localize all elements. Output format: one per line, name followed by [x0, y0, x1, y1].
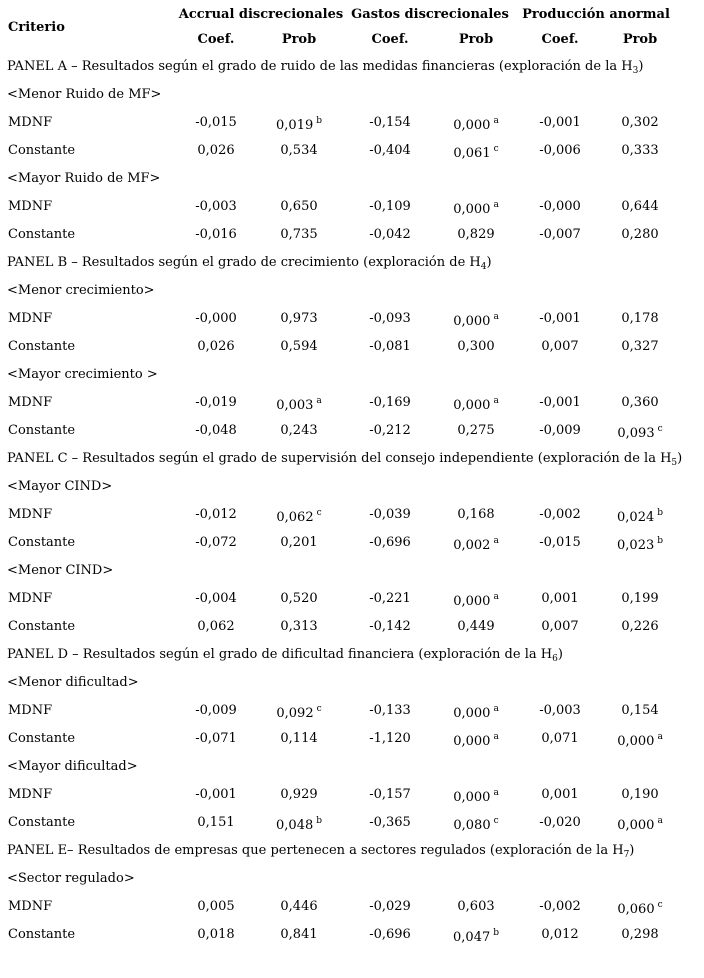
- cell-value: -0,009: [195, 702, 237, 718]
- significance-superscript: a: [657, 731, 663, 742]
- cell-value: 0,000 $^a$: [617, 731, 663, 749]
- cell-value: 0,000 $^a$: [617, 815, 663, 833]
- cell-value: 0,071: [541, 730, 579, 746]
- cell-value: -0,003: [539, 702, 581, 718]
- hypothesis-subscript: 3: [632, 65, 639, 76]
- cell-value: 0,841: [280, 926, 318, 942]
- significance-superscript: a: [316, 395, 322, 406]
- group-row: [0, 556, 676, 584]
- row-label: MDNF: [8, 898, 53, 914]
- cell-value: -1,120: [369, 730, 411, 746]
- significance-superscript: a: [493, 311, 499, 322]
- table-row: [0, 892, 676, 920]
- significance-superscript: a: [493, 535, 499, 546]
- cell-value: -0,072: [195, 534, 237, 550]
- significance-superscript: a: [493, 703, 499, 714]
- cell-value: -0,048: [195, 422, 237, 438]
- cell-value: -0,696: [369, 926, 411, 942]
- significance-superscript: a: [493, 395, 499, 406]
- coef-header-produccion: Coef.: [541, 32, 579, 47]
- cell-value: 0,190: [621, 786, 659, 802]
- group-label: <Mayor Ruido de MF>: [7, 170, 161, 186]
- panel-title: PANEL D – Resultados según el grado de dificultad financiera (exploración de la $H_6$): [7, 646, 563, 664]
- cell-value: 0,829: [457, 226, 495, 242]
- significance-superscript: a: [657, 815, 663, 826]
- row-label: Constante: [8, 422, 76, 438]
- group-row: [0, 864, 676, 892]
- cell-value: 0,092 $^c$: [276, 703, 322, 721]
- cell-value: 0,047 $^b$: [453, 927, 499, 945]
- cell-value: 0,007: [541, 618, 579, 634]
- significance-superscript: c: [657, 899, 663, 910]
- cell-value: -0,016: [195, 226, 237, 242]
- hypothesis-subscript: 7: [623, 849, 630, 860]
- row-label: Constante: [8, 226, 76, 242]
- panel-row: [0, 444, 676, 472]
- group-row: [0, 80, 676, 108]
- group-label: <Menor Ruido de MF>: [7, 86, 162, 102]
- cell-value: -0,696: [369, 534, 411, 550]
- panel-title: PANEL C – Resultados según el grado de supervisión del consejo independiente (exploración de la $H_5$): [7, 450, 683, 468]
- cell-value: 0,062: [197, 618, 235, 634]
- cell-value: -0,015: [539, 534, 581, 550]
- row-label: MDNF: [8, 310, 53, 326]
- group-header-row: [0, 2, 676, 27]
- significance-superscript: a: [493, 787, 499, 798]
- group-label: <Menor CIND>: [7, 562, 114, 578]
- cell-value: -0,007: [539, 226, 581, 242]
- cell-value: -0,093: [369, 310, 411, 326]
- cell-value: 0,012: [541, 926, 579, 942]
- significance-superscript: c: [493, 143, 499, 154]
- cell-value: 0,048 $^b$: [276, 815, 322, 833]
- cell-value: 0,000 $^a$: [453, 311, 499, 329]
- cell-value: -0,154: [369, 114, 411, 130]
- cell-value: -0,133: [369, 702, 411, 718]
- hypothesis-subscript: 5: [671, 457, 678, 468]
- table-row: [0, 220, 676, 248]
- cell-value: -0,019: [195, 394, 237, 410]
- group-label: <Mayor dificultad>: [7, 758, 138, 774]
- significance-superscript: b: [316, 115, 322, 126]
- group-row: [0, 360, 676, 388]
- cell-value: -0,109: [369, 198, 411, 214]
- cell-value: 0,000 $^a$: [453, 395, 499, 413]
- cell-value: 0,201: [280, 534, 318, 550]
- table-header: [0, 2, 676, 52]
- group-row: [0, 668, 676, 696]
- cell-value: -0,004: [195, 590, 237, 606]
- group-label: <Menor dificultad>: [7, 674, 139, 690]
- row-label: Constante: [8, 534, 76, 550]
- cell-value: 0,002 $^a$: [453, 535, 499, 553]
- cell-value: -0,002: [539, 898, 581, 914]
- cell-value: -0,157: [369, 786, 411, 802]
- cell-value: 0,446: [280, 898, 318, 914]
- row-label: Constante: [8, 618, 76, 634]
- table-row: [0, 528, 676, 556]
- significance-superscript: a: [493, 199, 499, 210]
- table-row: [0, 612, 676, 640]
- cell-value: 0,093 $^c$: [617, 423, 663, 441]
- row-label: Constante: [8, 338, 76, 354]
- significance-superscript: c: [493, 815, 499, 826]
- cell-value: 0,023 $^b$: [617, 535, 663, 553]
- cell-value: 0,594: [280, 338, 318, 354]
- cell-value: 0,001: [541, 786, 579, 802]
- cell-value: 0,000 $^a$: [453, 731, 499, 749]
- significance-superscript: b: [493, 927, 499, 938]
- cell-value: 0,061 $^c$: [453, 143, 499, 161]
- cell-value: 0,168: [457, 506, 495, 522]
- panel-row: [0, 640, 676, 668]
- cell-value: 0,302: [621, 114, 659, 130]
- cell-value: -0,071: [195, 730, 237, 746]
- cell-value: 0,520: [280, 590, 318, 606]
- results-table: [0, 2, 683, 948]
- group-label: <Mayor crecimiento >: [7, 366, 158, 382]
- group-row: [0, 472, 676, 500]
- cell-value: 0,000 $^a$: [453, 787, 499, 805]
- significance-superscript: b: [657, 507, 663, 518]
- table-row: [0, 304, 676, 332]
- significance-superscript: c: [657, 423, 663, 434]
- cell-value: -0,212: [369, 422, 411, 438]
- cell-value: 0,735: [280, 226, 318, 242]
- cell-value: -0,169: [369, 394, 411, 410]
- row-label: Constante: [8, 926, 76, 942]
- cell-value: 0,000 $^a$: [453, 115, 499, 133]
- cell-value: -0,404: [369, 142, 411, 158]
- cell-value: 0,000 $^a$: [453, 591, 499, 609]
- row-label: MDNF: [8, 590, 53, 606]
- group-header-gastos: Gastos discrecionales: [351, 7, 509, 22]
- cell-value: 0,298: [621, 926, 659, 942]
- cell-value: 0,018: [197, 926, 235, 942]
- significance-superscript: b: [657, 535, 663, 546]
- cell-value: -0,039: [369, 506, 411, 522]
- prob-header-produccion: Prob: [622, 32, 658, 47]
- cell-value: -0,003: [195, 198, 237, 214]
- group-label: <Mayor CIND>: [7, 478, 113, 494]
- group-row: [0, 276, 676, 304]
- table-body: [0, 52, 683, 948]
- group-label: <Sector regulado>: [7, 870, 135, 886]
- cell-value: -0,009: [539, 422, 581, 438]
- cell-value: 0,060 $^c$: [617, 899, 663, 917]
- row-label: MDNF: [8, 786, 53, 802]
- cell-value: 0,080 $^c$: [453, 815, 499, 833]
- cell-value: 0,603: [457, 898, 495, 914]
- row-label: MDNF: [8, 394, 53, 410]
- cell-value: 0,644: [621, 198, 659, 214]
- significance-superscript: c: [316, 703, 322, 714]
- cell-value: -0,012: [195, 506, 237, 522]
- group-header-accrual: Accrual discrecionales: [178, 7, 344, 22]
- cell-value: 0,154: [621, 702, 659, 718]
- cell-value: 0,973: [280, 310, 318, 326]
- prob-header-accrual: Prob: [281, 32, 317, 47]
- cell-value: -0,001: [195, 786, 237, 802]
- cell-value: -0,365: [369, 814, 411, 830]
- group-label: <Menor crecimiento>: [7, 282, 155, 298]
- cell-value: 0,199: [621, 590, 659, 606]
- row-label: Constante: [8, 730, 76, 746]
- table-row: [0, 332, 676, 360]
- table-row: [0, 920, 676, 948]
- group-row: [0, 752, 676, 780]
- row-label: Constante: [8, 814, 76, 830]
- row-label: MDNF: [8, 114, 53, 130]
- cell-value: 0,333: [621, 142, 659, 158]
- cell-value: 0,650: [280, 198, 318, 214]
- table-row: [0, 696, 676, 724]
- cell-value: 0,062 $^c$: [276, 507, 322, 525]
- hypothesis-subscript: 4: [480, 261, 487, 272]
- table-row: [0, 780, 676, 808]
- table-row: [0, 192, 676, 220]
- cell-value: 0,019 $^b$: [276, 115, 322, 133]
- panel-title: PANEL A – Resultados según el grado de ruido de las medidas financieras (exploración de la $H_3$): [7, 58, 644, 76]
- table-row: [0, 416, 676, 444]
- panel-row: [0, 52, 676, 80]
- cell-value: 0,007: [541, 338, 579, 354]
- panel-row: [0, 248, 676, 276]
- cell-value: 0,226: [621, 618, 659, 634]
- cell-value: 0,178: [621, 310, 659, 326]
- panel-row: [0, 836, 676, 864]
- row-label: Constante: [8, 142, 76, 158]
- row-label: MDNF: [8, 506, 53, 522]
- prob-header-gastos: Prob: [458, 32, 494, 47]
- cell-value: 0,151: [197, 814, 235, 830]
- panel-title: PANEL E– Resultados de empresas que pertenecen a sectores regulados (exploración de la $H_7$): [7, 842, 635, 860]
- cell-value: -0,001: [539, 394, 581, 410]
- cell-value: -0,001: [539, 114, 581, 130]
- cell-value: -0,020: [539, 814, 581, 830]
- row-label: MDNF: [8, 198, 53, 214]
- cell-value: 0,243: [280, 422, 318, 438]
- significance-superscript: b: [316, 815, 322, 826]
- coef-header-gastos: Coef.: [371, 32, 409, 47]
- cell-value: 0,005: [197, 898, 235, 914]
- cell-value: 0,275: [457, 422, 495, 438]
- group-row: [0, 164, 676, 192]
- cell-value: 0,929: [280, 786, 318, 802]
- cell-value: 0,024 $^b$: [617, 507, 663, 525]
- cell-value: 0,280: [621, 226, 659, 242]
- table-row: [0, 108, 676, 136]
- cell-value: -0,000: [539, 198, 581, 214]
- cell-value: -0,081: [369, 338, 411, 354]
- table-row: [0, 808, 676, 836]
- cell-value: 0,003 $^a$: [276, 395, 322, 413]
- cell-value: 0,000 $^a$: [453, 199, 499, 217]
- cell-value: -0,029: [369, 898, 411, 914]
- significance-superscript: a: [493, 591, 499, 602]
- cell-value: -0,001: [539, 310, 581, 326]
- cell-value: 0,449: [457, 618, 495, 634]
- cell-value: 0,001: [541, 590, 579, 606]
- cell-value: 0,327: [621, 338, 659, 354]
- cell-value: 0,000 $^a$: [453, 703, 499, 721]
- cell-value: -0,000: [195, 310, 237, 326]
- cell-value: -0,221: [369, 590, 411, 606]
- cell-value: 0,026: [197, 142, 235, 158]
- cell-value: 0,300: [457, 338, 495, 354]
- cell-value: 0,534: [280, 142, 318, 158]
- group-header-produccion: Producción anormal: [522, 7, 670, 22]
- row-label: MDNF: [8, 702, 53, 718]
- cell-value: -0,142: [369, 618, 411, 634]
- coef-header-accrual: Coef.: [197, 32, 235, 47]
- cell-value: 0,026: [197, 338, 235, 354]
- hypothesis-subscript: 6: [552, 653, 558, 664]
- significance-superscript: a: [493, 731, 499, 742]
- cell-value: 0,360: [621, 394, 659, 410]
- cell-value: -0,006: [539, 142, 581, 158]
- criterio-header: Criterio: [8, 19, 65, 35]
- cell-value: -0,015: [195, 114, 237, 130]
- panel-title: PANEL B – Resultados según el grado de crecimiento (exploración de $H_4$): [7, 254, 492, 272]
- cell-value: 0,313: [280, 618, 318, 634]
- cell-value: -0,042: [369, 226, 411, 242]
- cell-value: -0,002: [539, 506, 581, 522]
- table-row: [0, 724, 676, 752]
- table-row: [0, 136, 676, 164]
- table-row: [0, 584, 676, 612]
- table-row: [0, 500, 676, 528]
- significance-superscript: a: [493, 115, 499, 126]
- table-row: [0, 388, 676, 416]
- cell-value: 0,114: [280, 730, 318, 746]
- significance-superscript: c: [316, 507, 322, 518]
